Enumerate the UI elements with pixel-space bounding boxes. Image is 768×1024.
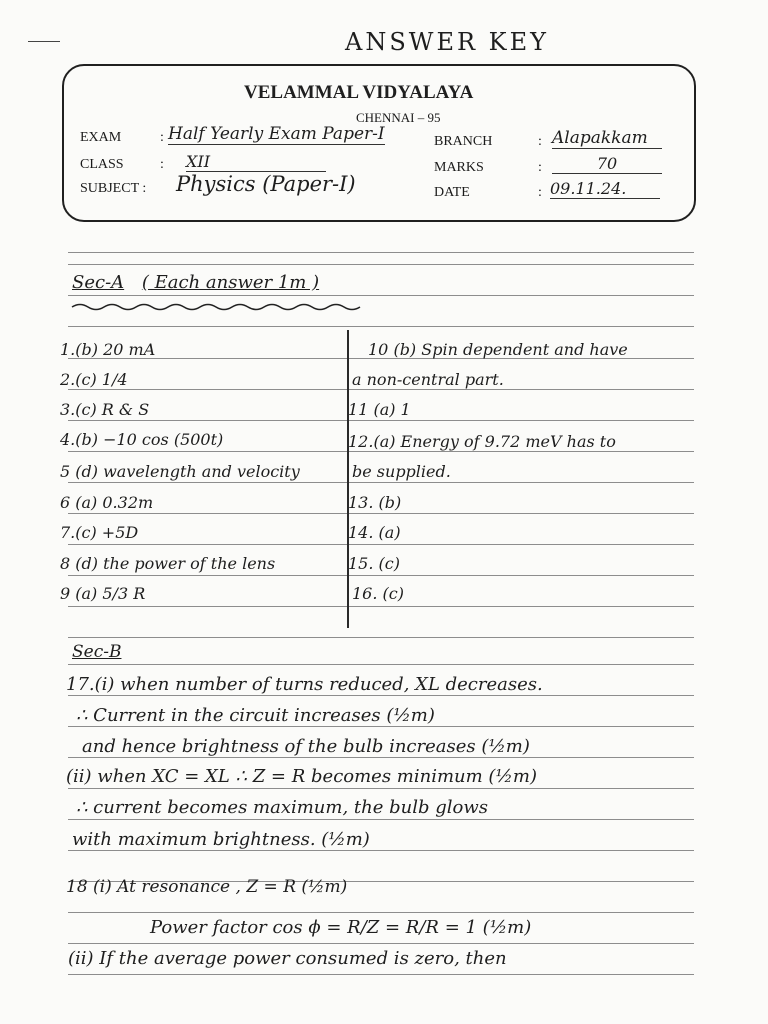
exam-label: EXAM — [80, 130, 122, 145]
ruled-line — [68, 757, 694, 758]
ruled-line — [68, 451, 694, 452]
answer-line: (ii) If the average power consumed is zero, then — [68, 948, 507, 969]
answer-item: 14. (a) — [348, 523, 401, 542]
section-b-heading: Sec-B — [72, 642, 122, 662]
answer-item: 10 (b) Spin dependent and have — [368, 340, 628, 359]
ruled-line — [68, 943, 694, 944]
marks-label: MARKS — [434, 160, 484, 175]
class-colon: : — [160, 157, 164, 172]
section-a-title: Sec-A — [72, 272, 125, 293]
ruled-line — [68, 513, 694, 514]
ruled-line — [68, 788, 694, 789]
header-stamp — [62, 64, 696, 222]
ruled-line — [68, 264, 694, 265]
column-divider — [347, 330, 349, 628]
exam-colon: : — [160, 130, 164, 145]
subject-value: Physics (Paper-I) — [176, 172, 356, 196]
answer-item: 16. (c) — [352, 584, 404, 603]
exam-value: Half Yearly Exam Paper-I — [168, 124, 385, 144]
answer-item: 7.(c) +5D — [60, 523, 139, 542]
answer-item: 1.(b) 20 mA — [60, 340, 156, 359]
branch-value: Alapakkam — [552, 128, 662, 149]
answer-item: 3.(c) R & S — [60, 400, 150, 419]
answer-line: Power factor cos ϕ = R/Z = R/R = 1 (½m) — [150, 917, 532, 938]
answer-item: 9 (a) 5/3 R — [60, 584, 146, 603]
subject-label: SUBJECT : — [80, 181, 147, 196]
ruled-line — [68, 912, 694, 913]
answer-line: ∴ current becomes maximum, the bulb glows — [76, 797, 488, 818]
class-value: XII — [186, 152, 326, 172]
answer-item: a non-central part. — [352, 370, 504, 389]
school-name: VELAMMAL VIDYALAYA — [244, 82, 474, 103]
ruled-line — [68, 420, 694, 421]
class-label: CLASS — [80, 157, 124, 172]
ruled-line — [68, 326, 694, 327]
answer-item: 2.(c) 1/4 — [60, 370, 128, 389]
ruled-line — [68, 575, 694, 576]
date-colon: : — [538, 185, 542, 200]
marks-value: 70 — [552, 154, 662, 174]
answer-item: 4.(b) −10 cos (500t) — [60, 430, 224, 449]
answer-line: and hence brightness of the bulb increases (½m) — [82, 736, 530, 757]
wavy-underline — [70, 302, 370, 312]
ruled-line — [68, 606, 694, 607]
section-a-heading — [72, 272, 319, 293]
answer-item: 8 (d) the power of the lens — [60, 554, 276, 573]
answer-item: 15. (c) — [348, 554, 400, 573]
date-label: DATE — [434, 185, 470, 200]
branch-label: BRANCH — [434, 134, 493, 149]
answer-line: ∴ Current in the circuit increases (½m) — [76, 705, 435, 726]
school-city: CHENNAI – 95 — [356, 110, 441, 125]
margin-dash — [28, 41, 60, 42]
ruled-line — [68, 482, 694, 483]
marks-colon: : — [538, 160, 542, 175]
ruled-line — [68, 389, 694, 390]
answer-line: 17.(i) when number of turns reduced, XL decreases. — [66, 674, 543, 695]
ruled-line — [68, 695, 694, 696]
ruled-line — [68, 252, 694, 253]
answer-item: 13. (b) — [348, 493, 402, 512]
answer-item: 11 (a) 1 — [348, 400, 411, 419]
branch-colon: : — [538, 134, 542, 149]
section-a-note: ( Each answer 1m ) — [141, 272, 320, 293]
ruled-line — [68, 726, 694, 727]
date-value: 09.11.24. — [550, 179, 660, 199]
answer-line: 18 (i) At resonance , Z = R (½m) — [66, 877, 348, 897]
ruled-line — [68, 974, 694, 975]
ruled-line — [68, 637, 694, 638]
ruled-line — [68, 664, 694, 665]
ruled-line — [68, 295, 694, 296]
answer-line: with maximum brightness. (½m) — [72, 829, 370, 850]
ruled-line — [68, 819, 694, 820]
answer-item: 12.(a) Energy of 9.72 meV has to — [348, 432, 616, 451]
answer-key-title: ANSWER KEY — [345, 28, 549, 56]
ruled-line — [68, 850, 694, 851]
answer-item: be supplied. — [352, 462, 451, 481]
answer-item: 5 (d) wavelength and velocity — [60, 462, 300, 481]
ruled-line — [68, 544, 694, 545]
answer-line: (ii) when XC = XL ∴ Z = R becomes minimum (½m) — [66, 766, 537, 787]
answer-item: 6 (a) 0.32m — [60, 493, 154, 512]
